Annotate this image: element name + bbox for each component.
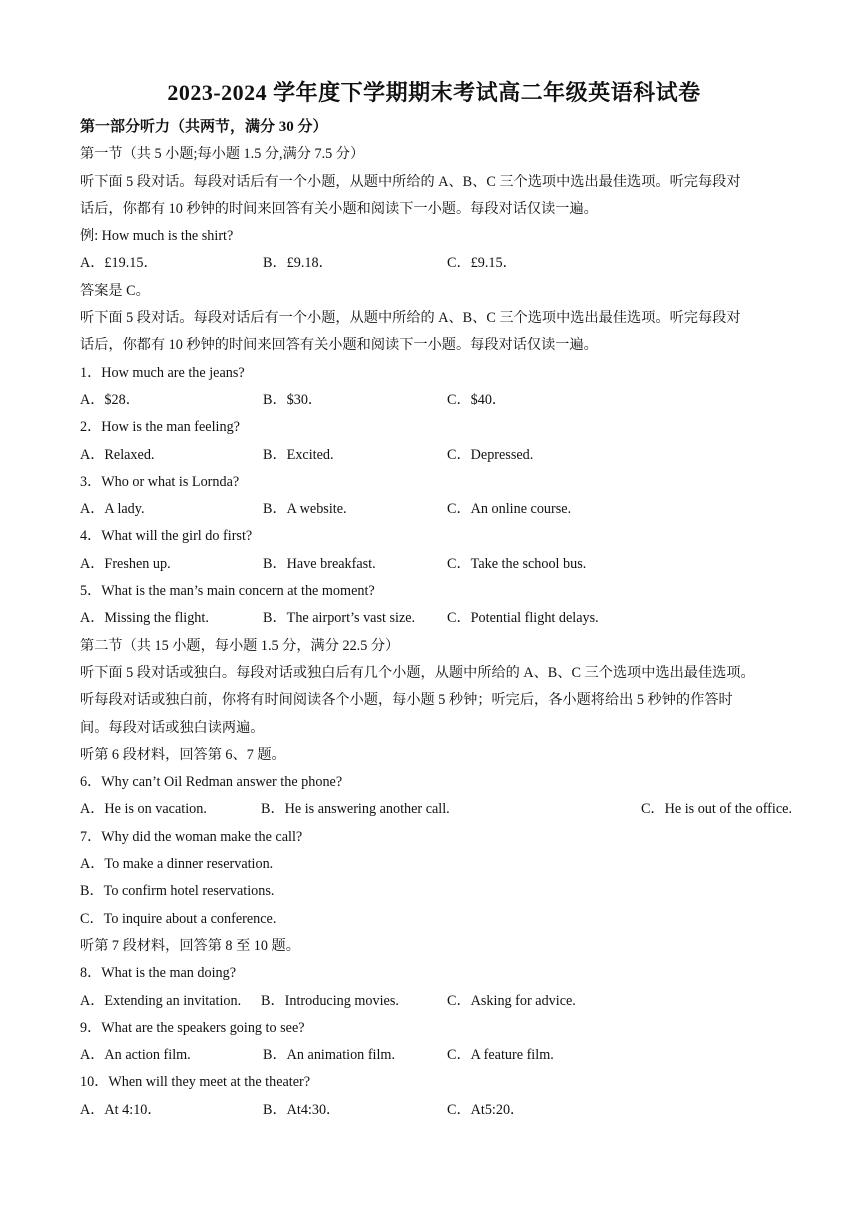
section1-instruction-line: 听下面 5 段对话。每段对话后有一个小题，从题中所给的 A、B、C 三个选项中选出最佳选项。听完每段对: [80, 173, 741, 190]
exam-content: [80, 114, 792, 1124]
option-c: C．To inquire about a conference.: [80, 910, 277, 927]
option-a: A．Freshen up.: [80, 555, 171, 572]
option-c: C．At5:20．: [447, 1101, 525, 1118]
question: 1．How much are the jeans?: [80, 364, 245, 381]
option-b: B．The airport’s vast size.: [263, 610, 416, 627]
option-a: A．A lady.: [80, 501, 145, 518]
question-options: [80, 442, 792, 469]
section2-instruction-line: 听每段对话或独白前，你将有时间阅读各个小题，每小题 5 秒钟；听完后，各小题将给出 5 秒钟的作答时: [80, 692, 733, 709]
section1-heading: 第一节（共 5 小题;每小题 1.5 分,满分 7.5 分）: [80, 146, 365, 163]
material-intro: 听第 7 段材料，回答第 8 至 10 题。: [80, 937, 300, 954]
option-a: A．At 4:10．: [80, 1101, 162, 1118]
option-a: A．$28．: [80, 391, 140, 408]
question-options: [80, 496, 792, 523]
option-c: C．£9.15．: [447, 255, 517, 272]
question: 7．Why did the woman make the call?: [80, 828, 303, 845]
option-c: C．He is out of the office.: [640, 801, 792, 818]
option-b: B．An animation film.: [263, 1047, 396, 1064]
option-c: C．Depressed.: [447, 446, 534, 463]
option-a: A．Relaxed.: [80, 446, 155, 463]
option-a: A．Missing the flight.: [80, 610, 209, 627]
page-title: 2023-2024 学年度下学期期末考试高二年级英语科试卷: [167, 80, 701, 105]
section1-instruction-line: 听下面 5 段对话。每段对话后有一个小题，从题中所给的 A、B、C 三个选项中选出最佳选项。听完每段对: [80, 310, 741, 327]
section1-instruction-line: 话后，你都有 10 秒钟的时间来回答有关小题和阅读下一小题。每段对话仅读一遍。: [80, 200, 598, 217]
option-a: A．To make a dinner reservation.: [80, 856, 274, 873]
option-a: A．He is on vacation.: [80, 801, 207, 818]
section2-instruction-line: 间。每段对话或独白读两遍。: [80, 719, 265, 736]
question-options: [80, 796, 792, 823]
option-b: B．$30．: [263, 391, 323, 408]
option-c: C．An online course.: [447, 501, 572, 518]
option-c: C．Asking for advice.: [447, 992, 576, 1009]
question: 2．How is the man feeling?: [80, 419, 240, 436]
option-c: C．Potential flight delays.: [447, 610, 599, 627]
option-b: B．At4:30．: [263, 1101, 341, 1118]
question-options: [80, 387, 792, 414]
option-b: B．Have breakfast.: [263, 555, 376, 572]
option-b: B．To confirm hotel reservations.: [80, 883, 275, 900]
example-question: 例: How much is the shirt?: [80, 228, 234, 245]
question: 6．Why can’t Oil Redman answer the phone?: [80, 774, 343, 791]
option-c: C．A feature film.: [447, 1047, 554, 1064]
question: 3．Who or what is Lornda?: [80, 473, 240, 490]
question: 10．When will they meet at the theater?: [80, 1074, 311, 1091]
section1-instruction-line: 话后，你都有 10 秒钟的时间来回答有关小题和阅读下一小题。每段对话仅读一遍。: [80, 337, 598, 354]
question-options: [80, 988, 792, 1015]
option-c: C．$40．: [447, 391, 507, 408]
question: 8．What is the man doing?: [80, 965, 237, 982]
option-b: B．A website.: [263, 501, 347, 518]
option-a: A．Extending an invitation.: [80, 992, 242, 1009]
question-options: [80, 605, 792, 632]
option-b: B．Introducing movies.: [261, 992, 399, 1009]
question-options: [80, 1042, 792, 1069]
option-b: B．He is answering another call.: [261, 801, 450, 818]
section2-instruction-line: 听下面 5 段对话或独白。每段对话或独白后有几个小题，从题中所给的 A、B、C 三个选项中选出最佳选项。: [80, 664, 755, 681]
option-a: A．£19.15．: [80, 255, 158, 272]
option-b: B．Excited.: [263, 446, 334, 463]
question: 5．What is the man’s main concern at the moment?: [80, 583, 375, 600]
option-b: B．£9.18．: [263, 255, 333, 272]
example-answer: 答案是 C。: [80, 282, 150, 299]
question-options: [80, 1097, 792, 1124]
question: 9．What are the speakers going to see?: [80, 1019, 305, 1036]
option-a: A．An action film.: [80, 1047, 191, 1064]
material-intro: 听第 6 段材料，回答第 6、7 题。: [80, 746, 286, 763]
example-options: [80, 250, 792, 277]
section2-heading: 第二节（共 15 小题，每小题 1.5 分，满分 22.5 分）: [80, 637, 400, 654]
question-options: [80, 551, 792, 578]
part1-heading: 第一部分听力（共两节，满分 30 分）: [80, 119, 328, 135]
option-c: C．Take the school bus.: [447, 555, 587, 572]
question: 4．What will the girl do first?: [80, 528, 253, 545]
